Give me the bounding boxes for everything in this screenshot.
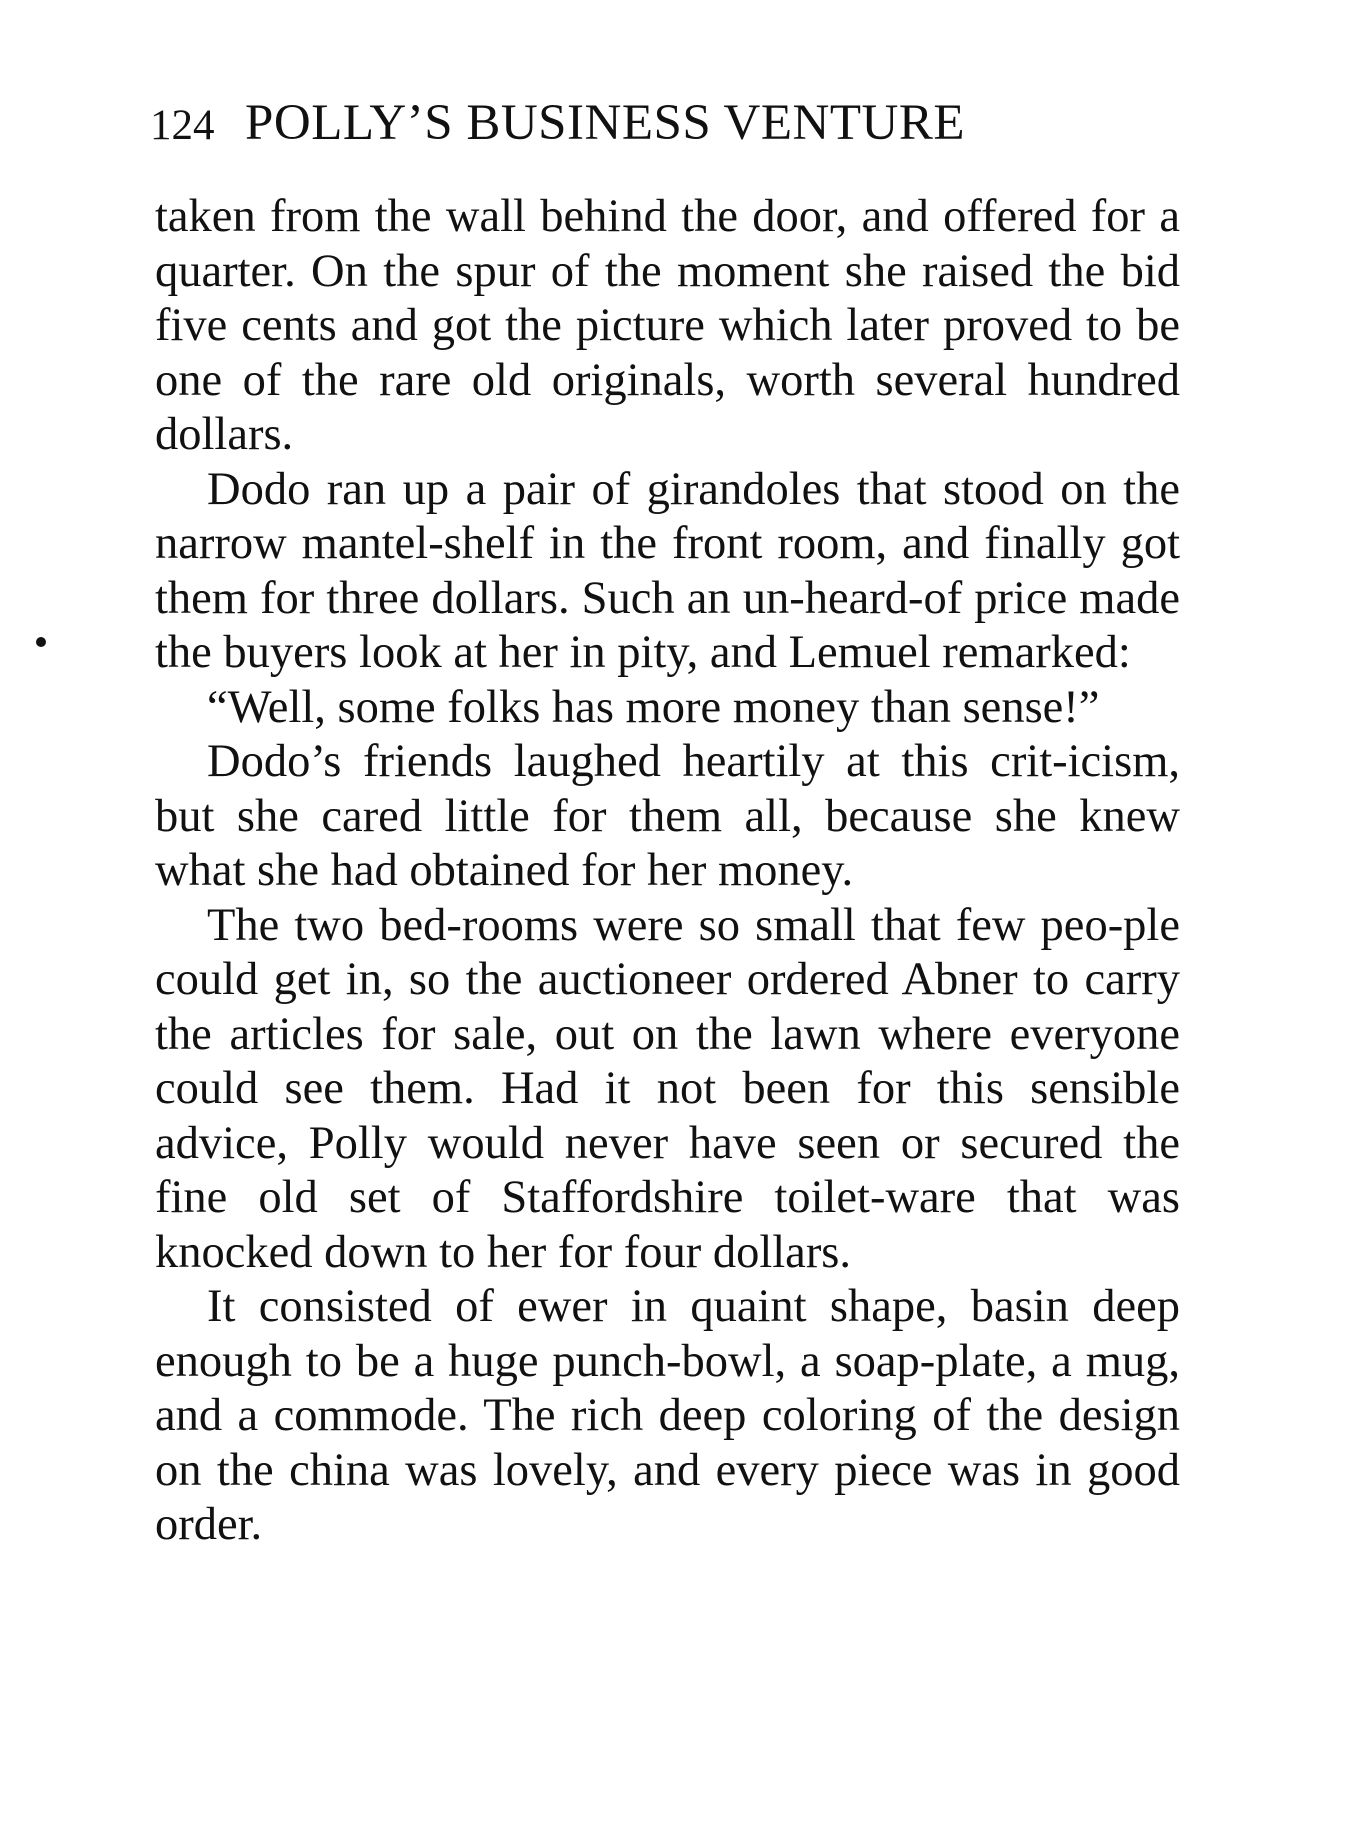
paragraph: taken from the wall behind the door, and offered for a quarter. On the spur of the moment she raised the bid five cents and got the picture which later proved to be one of the rare old originals, worth several hundred dollars. xyxy=(155,191,1180,460)
paragraph: It consisted of ewer in quaint shape, basin deep enough to be a huge punch-bowl, a soap-plate, a mug, and a commode. The rich deep coloring of the design on the china was lovely, and every piece was in good order. xyxy=(155,1281,1180,1550)
paragraph: The two bed-rooms were so small that few peo-ple could get in, so the auctioneer ordered Abner to carry the articles for sale, out on the lawn where everyone could see them. Had it not been for this sensible advice, Polly would never have seen or secured the fine old set of Staffordshire toilet-ware that was knocked down to her for four dollars. xyxy=(155,899,1180,1278)
page-number: 124 xyxy=(150,102,215,149)
ink-speck xyxy=(36,637,46,647)
paragraph: “Well, some folks has more money than sense!” xyxy=(207,681,1100,733)
body-text xyxy=(155,190,1180,1553)
running-title: POLLY’S BUSINESS VENTURE xyxy=(245,95,966,151)
paragraph: Dodo ran up a pair of girandoles that stood on the narrow mantel-shelf in the front room, and finally got them for three dollars. Such an un-heard-of price made the buyers look at her in pity, and Lemuel remarked: xyxy=(155,463,1180,678)
page-header xyxy=(150,88,1190,158)
paragraph: Dodo’s friends laughed heartily at this crit-icism, but she cared little for them all, because she knew what she had obtained for her money. xyxy=(155,736,1180,896)
